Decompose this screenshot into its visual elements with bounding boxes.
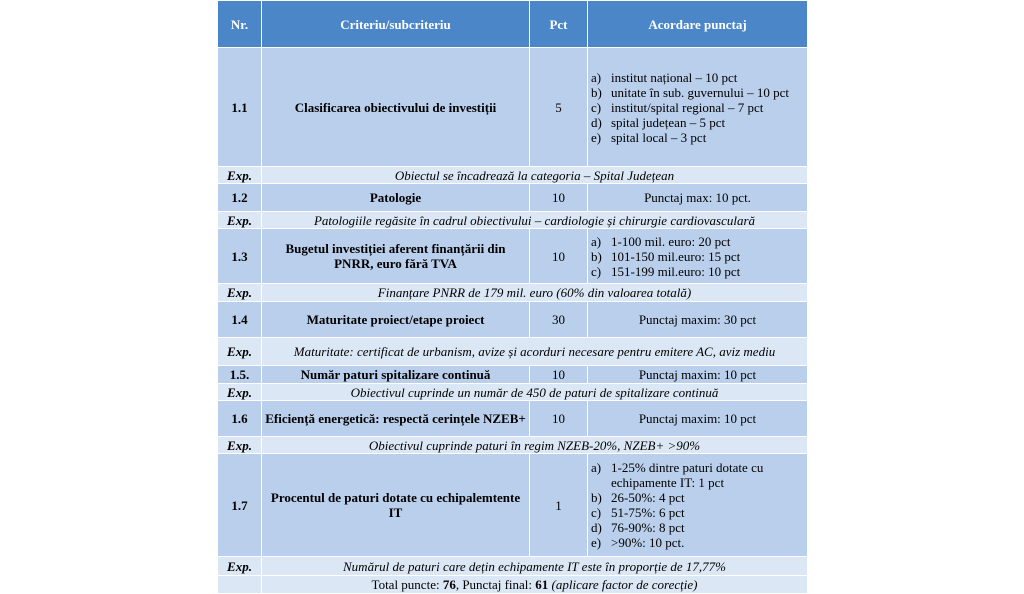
option-text: >90%: 10 pct. [611, 535, 685, 550]
criterion-row [218, 401, 808, 437]
option-key: e) [591, 535, 602, 550]
option-key: d) [591, 520, 602, 535]
explanation-row [218, 338, 808, 366]
row-criteriu: Maturitate proiect/etape proiect [262, 302, 530, 338]
total-final: 61 [535, 577, 549, 592]
total-puncte: 76 [442, 577, 456, 592]
option-text: 101-150 mil.euro: 15 pct [611, 248, 741, 264]
header-criteriu: Criteriu/subcriteriu [262, 1, 530, 48]
row-acordare: Punctaj maxim: 10 pct [588, 366, 808, 384]
exp-text: Obiectivul cuprinde un număr de 450 de paturi de spitalizare continuă [262, 384, 808, 401]
scoring-table [217, 0, 808, 594]
explanation-row [218, 557, 808, 576]
explanation-row [218, 437, 808, 454]
exp-label: Exp. [218, 167, 262, 184]
exp-text: Finanțare PNRR de 179 mil. euro (60% din valoarea totală) [262, 284, 808, 302]
exp-label: Exp. [218, 284, 262, 302]
option-key: e) [591, 129, 602, 145]
exp-label: Exp. [218, 437, 262, 454]
exp-text: Maturitate: certificat de urbanism, avize și acorduri necesare pentru emitere AC, aviz mediu [262, 338, 808, 366]
option-key: a) [591, 460, 602, 475]
exp-text: Numărul de paturi care dețin echipamente IT este în proporție de 17,77% [262, 557, 808, 576]
total-suffix: (aplicare factor de corecție) [548, 577, 698, 592]
option-text: 1-25% dintre paturi dotate cu echipamente IT: 1 pct [611, 460, 764, 490]
options-list [591, 70, 804, 145]
explanation-row [218, 212, 808, 229]
row-nr: 1.2 [218, 184, 262, 212]
row-pct: 5 [530, 48, 588, 167]
row-acordare [588, 454, 808, 557]
row-pct: 10 [530, 184, 588, 212]
total-empty-cell [218, 576, 262, 594]
option-key: c) [591, 505, 602, 520]
exp-label: Exp. [218, 384, 262, 401]
exp-text: Patologiile regăsite în cadrul obiectivului – cardiologie și chirurgie cardiovasculară [262, 212, 808, 229]
option-key: a) [591, 233, 602, 249]
criterion-row [218, 366, 808, 384]
row-criteriu: Bugetul investiției aferent finanțării din PNRR, euro fără TVA [262, 229, 530, 284]
option-key: d) [591, 114, 602, 130]
row-criteriu: Procentul de paturi dotate cu echipalemtente IT [262, 454, 530, 557]
row-acordare: Punctaj maxim: 10 pct [588, 401, 808, 437]
option-key: b) [591, 84, 602, 100]
option-item [591, 70, 804, 85]
row-nr: 1.1 [218, 48, 262, 167]
row-pct: 1 [530, 454, 588, 557]
exp-label: Exp. [218, 557, 262, 576]
option-text: spital județean – 5 pct [611, 114, 726, 130]
option-key: b) [591, 248, 602, 264]
row-acordare [588, 48, 808, 167]
header-acordare: Acordare punctaj [588, 1, 808, 48]
criterion-row [218, 184, 808, 212]
row-pct: 10 [530, 366, 588, 384]
option-text: institut/spital regional – 7 pct [611, 99, 764, 115]
row-acordare: Punctaj max: 10 pct. [588, 184, 808, 212]
row-criteriu: Eficiență energetică: respectă cerințele NZEB+ [262, 401, 530, 437]
option-key: c) [591, 99, 602, 115]
option-text: 51-75%: 6 pct [611, 505, 685, 520]
option-key: a) [591, 69, 602, 85]
total-prefix: Total puncte: [371, 577, 443, 592]
total-row [218, 576, 808, 594]
row-pct: 10 [530, 401, 588, 437]
exp-label: Exp. [218, 338, 262, 366]
option-item [591, 115, 804, 130]
header-pct: Pct [530, 1, 588, 48]
option-item [591, 85, 804, 100]
row-nr: 1.7 [218, 454, 262, 557]
option-item [591, 535, 804, 550]
row-pct: 30 [530, 302, 588, 338]
option-item [591, 490, 804, 505]
row-criteriu: Număr paturi spitalizare continuă [262, 366, 530, 384]
option-key: b) [591, 490, 602, 505]
explanation-row [218, 384, 808, 401]
exp-text: Obiectivul cuprinde paturi în regim NZEB-20%, NZEB+ >90% [262, 437, 808, 454]
option-text: 26-50%: 4 pct [611, 490, 685, 505]
row-nr: 1.6 [218, 401, 262, 437]
total-mid: , Punctaj final: [455, 577, 536, 592]
option-text: 76-90%: 8 pct [611, 520, 685, 535]
option-item [591, 100, 804, 115]
row-nr: 1.5. [218, 366, 262, 384]
explanation-row [218, 167, 808, 184]
criterion-row [218, 454, 808, 557]
criterion-row [218, 302, 808, 338]
row-criteriu: Clasificarea obiectivului de investiții [262, 48, 530, 167]
header-nr: Nr. [218, 1, 262, 48]
option-item [591, 460, 804, 490]
option-item [591, 264, 804, 279]
criterion-row [218, 48, 808, 167]
option-item [591, 130, 804, 145]
option-key: c) [591, 263, 602, 279]
option-text: institut național – 10 pct [611, 69, 738, 85]
option-text: unitate în sub. guvernului – 10 pct [611, 84, 790, 100]
row-nr: 1.4 [218, 302, 262, 338]
row-acordare [588, 229, 808, 284]
row-pct: 10 [530, 229, 588, 284]
exp-label: Exp. [218, 212, 262, 229]
row-criteriu: Patologie [262, 184, 530, 212]
exp-text: Obiectul se încadrează la categoria – Spital Județean [262, 167, 808, 184]
explanation-row [218, 284, 808, 302]
options-list [591, 234, 804, 279]
option-item [591, 520, 804, 535]
row-acordare: Punctaj maxim: 30 pct [588, 302, 808, 338]
total-text [262, 576, 808, 594]
option-item [591, 249, 804, 264]
option-text: 151-199 mil.euro: 10 pct [611, 263, 741, 279]
options-list [591, 460, 804, 550]
option-item [591, 234, 804, 249]
criterion-row [218, 229, 808, 284]
row-nr: 1.3 [218, 229, 262, 284]
option-item [591, 505, 804, 520]
option-text: spital local – 3 pct [611, 129, 707, 145]
header-row [218, 1, 808, 48]
option-text: 1-100 mil. euro: 20 pct [611, 233, 731, 249]
